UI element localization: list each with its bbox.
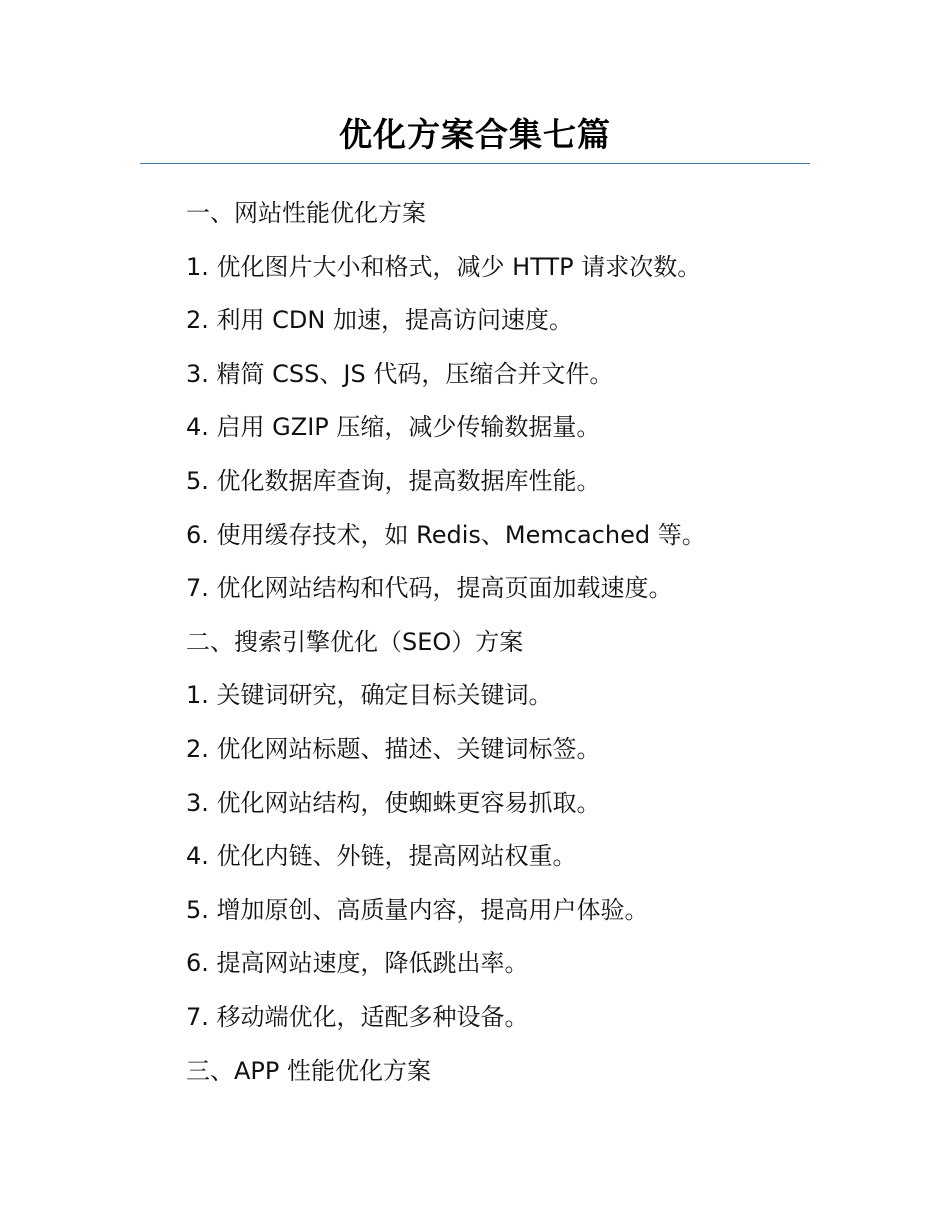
list-item: 5. 增加原创、高质量内容，提高用户体验。 [186, 895, 649, 924]
list-item: 2. 优化网站标题、描述、关键词标签。 [186, 734, 601, 763]
document-body [186, 187, 826, 1098]
list-item: 7. 移动端优化，适配多种设备。 [186, 1002, 529, 1031]
list-item: 5. 优化数据库查询，提高数据库性能。 [186, 466, 601, 495]
section-heading-app-performance: 三、APP 性能优化方案 [186, 1056, 431, 1085]
section-heading-web-performance: 一、网站性能优化方案 [186, 199, 426, 227]
list-item: 6. 提高网站速度，降低跳出率。 [186, 949, 529, 978]
list-item: 4. 优化内链、外链，提高网站权重。 [186, 842, 577, 871]
list-item: 3. 精简 CSS、JS 代码，压缩合并文件。 [186, 359, 614, 388]
section-heading-seo: 二、搜索引擎优化（SEO）方案 [186, 627, 524, 656]
list-item: 1. 优化图片大小和格式，减少 HTTP 请求次数。 [186, 252, 702, 281]
list-item: 6. 使用缓存技术，如 Redis、Memcached 等。 [186, 520, 706, 549]
list-item: 4. 启用 GZIP 压缩，减少传输数据量。 [186, 413, 601, 442]
list-item: 1. 关键词研究，确定目标关键词。 [186, 681, 553, 710]
list-item: 7. 优化网站结构和代码，提高页面加载速度。 [186, 574, 673, 603]
document-title: 优化方案合集七篇 [339, 115, 611, 154]
list-item: 2. 利用 CDN 加速，提高访问速度。 [186, 306, 573, 335]
list-item: 3. 优化网站结构，使蜘蛛更容易抓取。 [186, 788, 601, 817]
title-divider [140, 163, 810, 164]
